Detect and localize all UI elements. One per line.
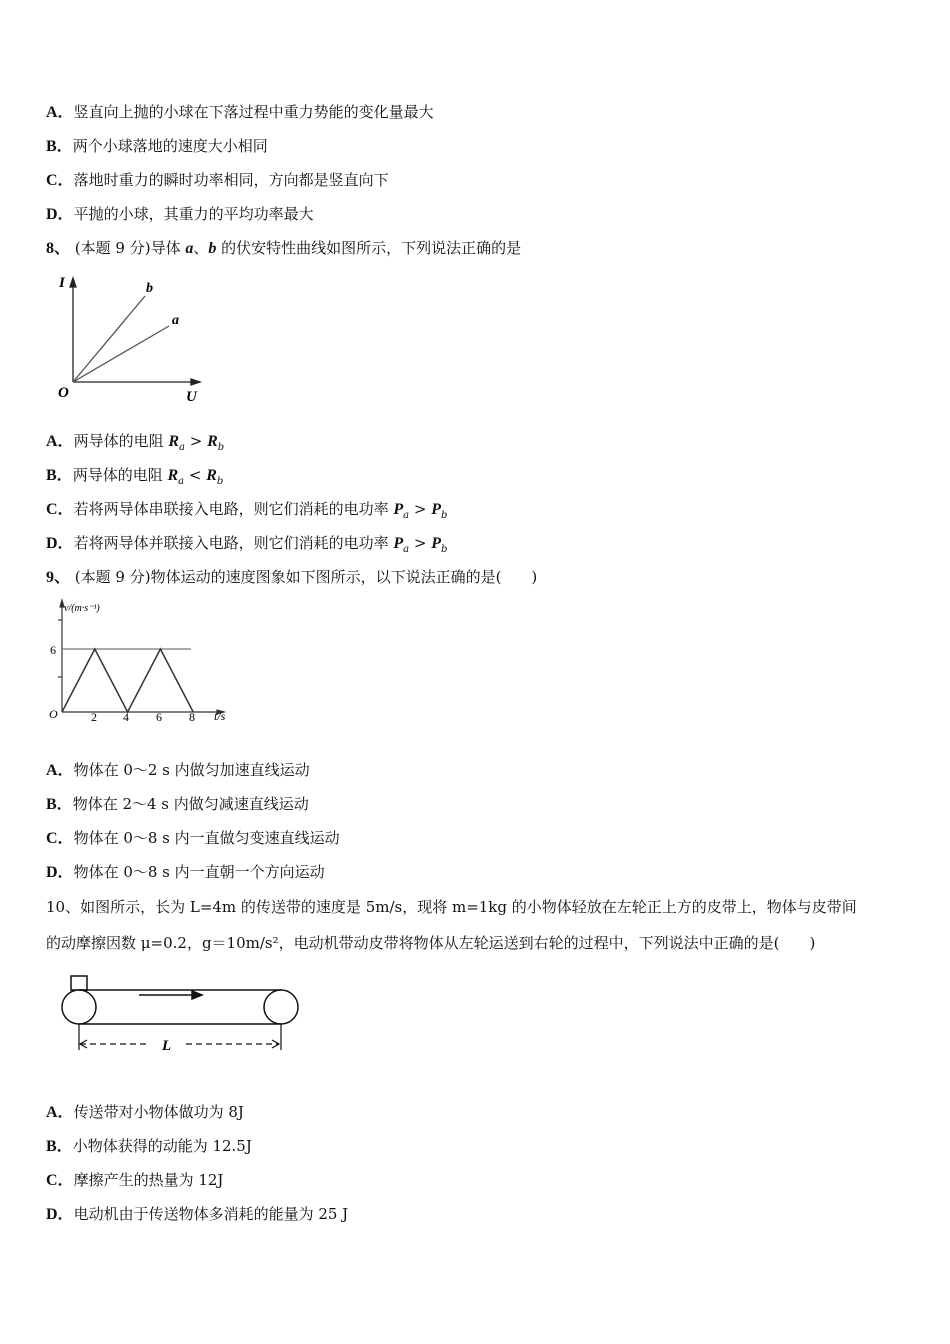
left-wheel xyxy=(62,990,96,1024)
option-label: A． xyxy=(46,104,74,121)
iu-graph xyxy=(70,278,200,385)
subscript: b xyxy=(440,510,448,521)
var: R xyxy=(207,433,218,450)
var-a: a xyxy=(185,240,194,257)
stem-text: 的伏安特性曲线如图所示，下列说法正确的是 xyxy=(216,239,522,257)
vt-graph xyxy=(58,600,224,714)
x-axis-arrow-icon xyxy=(191,379,200,385)
option-text: 电动机由于传送物体多消耗的能量为 25 J xyxy=(73,1205,349,1223)
operator: < xyxy=(184,466,207,484)
option-label: D． xyxy=(46,1206,74,1223)
option-text: 平抛的小球，其重力的平均功率最大 xyxy=(73,205,314,223)
subscript: b xyxy=(216,476,224,487)
stem-text: (本题 9 分)物体运动的速度图象如下图所示，以下说法正确的是( ) xyxy=(74,568,538,586)
subscript: a xyxy=(403,544,410,555)
option-text: 传送带对小物体做功为 8J xyxy=(73,1103,244,1121)
option-label: A． xyxy=(46,1104,74,1121)
q10-stem-line2: 的动摩擦因数 μ=0.2，g＝10m/s²，电动机带动皮带将物体从左轮运送到右轮的过程中，下列说法中正确的是( ) xyxy=(46,934,816,952)
y-axis-arrow-icon xyxy=(70,278,76,287)
option-label: D． xyxy=(46,206,74,223)
option-text: 摩擦产生的热量为 12J xyxy=(73,1171,224,1189)
option-text: 两导体的电阻 xyxy=(73,432,169,450)
var: R xyxy=(168,433,180,450)
option-text: 若将两导体并联接入电路，则它们消耗的电功率 xyxy=(73,534,394,552)
right-wheel xyxy=(264,990,298,1024)
option-label: D． xyxy=(46,535,74,552)
q9-stem xyxy=(46,567,537,588)
subscript: a xyxy=(179,442,185,453)
option-label: C． xyxy=(46,1172,74,1189)
subscript: b xyxy=(217,442,225,453)
q10-stem-line1: 10、如图所示，长为 L=4m 的传送带的速度是 5m/s，现将 m=1kg 的小物体轻放在左轮正上方的皮带上，物体与皮带间 xyxy=(46,898,857,916)
block xyxy=(71,976,87,990)
line-a xyxy=(73,326,169,382)
q10-option-b xyxy=(46,1136,252,1157)
iu-y-label: I xyxy=(59,275,65,291)
operator: > xyxy=(409,534,432,552)
option-label: C． xyxy=(46,830,74,847)
vt-x-tick: 2 xyxy=(91,710,97,724)
option-label: D． xyxy=(46,864,74,881)
vt-y-tick-6: 6 xyxy=(50,643,56,657)
q9-option-c xyxy=(46,828,340,849)
q8-option-a xyxy=(46,431,224,458)
iu-x-label: U xyxy=(186,389,197,405)
question-number: 8、 xyxy=(46,240,71,257)
dim-arrow-right-icon xyxy=(272,1040,279,1048)
option-text: 物体在 2～4 s 内做匀减速直线运动 xyxy=(72,795,309,813)
operator: > xyxy=(184,432,208,450)
var: R xyxy=(167,467,179,484)
vt-y-label: v/(m·s⁻¹) xyxy=(64,603,100,614)
option-label: A． xyxy=(46,762,74,779)
option-text: 物体在 0～8 s 内一直朝一个方向运动 xyxy=(73,863,325,881)
iu-line-a-label: a xyxy=(172,313,179,328)
question-number: 9、 xyxy=(46,569,71,586)
length-label: L xyxy=(162,1038,172,1054)
iu-line-b-label: b xyxy=(146,281,153,296)
q9-option-d xyxy=(46,862,325,883)
option-text: 竖直向上抛的小球在下落过程中重力势能的变化量最大 xyxy=(73,103,434,121)
option-label: C． xyxy=(46,501,74,518)
line-b xyxy=(73,296,145,382)
velocity-line xyxy=(62,649,193,712)
option-label: B． xyxy=(46,467,73,484)
option-label: B． xyxy=(46,138,73,155)
vt-x-tick: 4 xyxy=(123,710,129,724)
var: R xyxy=(206,467,217,484)
q8-option-b xyxy=(46,465,223,492)
subscript: b xyxy=(440,544,448,555)
var: P xyxy=(431,501,441,518)
q10-option-a xyxy=(46,1102,244,1123)
sep: 、 xyxy=(193,239,209,257)
subscript: a xyxy=(178,476,185,487)
var: P xyxy=(393,501,404,518)
var: P xyxy=(431,535,441,552)
stem-text: (本题 9 分)导体 xyxy=(74,239,186,257)
var-b: b xyxy=(208,240,217,257)
q8-option-c xyxy=(46,499,447,526)
q10-option-c xyxy=(46,1170,223,1191)
vt-x-tick: 8 xyxy=(189,710,195,724)
conveyor-figure xyxy=(62,976,298,1050)
iu-origin-label: O xyxy=(58,385,69,401)
q8-option-d xyxy=(46,533,447,560)
option-label: B． xyxy=(46,1138,73,1155)
var: P xyxy=(393,535,404,552)
option-text: 小物体获得的动能为 12.5J xyxy=(72,1137,252,1155)
option-text: 两个小球落地的速度大小相同 xyxy=(72,137,268,155)
vt-origin: O xyxy=(49,707,58,721)
vt-x-label: t/s xyxy=(214,709,226,723)
option-text: 若将两导体串联接入电路，则它们消耗的电功率 xyxy=(73,500,394,518)
vt-x-tick: 6 xyxy=(156,710,162,724)
subscript: a xyxy=(403,510,410,521)
q9-option-a xyxy=(46,760,310,781)
option-text: 两导体的电阻 xyxy=(72,466,168,484)
option-label: A． xyxy=(46,433,74,450)
option-label: C． xyxy=(46,172,74,189)
operator: > xyxy=(409,500,432,518)
arrow-head-icon xyxy=(192,991,202,999)
option-text: 物体在 0～8 s 内一直做匀变速直线运动 xyxy=(73,829,340,847)
option-text: 落地时重力的瞬时功率相同，方向都是竖直向下 xyxy=(73,171,389,189)
q10-option-d xyxy=(46,1204,348,1225)
q9-option-b xyxy=(46,794,309,815)
option-text: 物体在 0～2 s 内做匀加速直线运动 xyxy=(73,761,310,779)
option-label: B． xyxy=(46,796,73,813)
